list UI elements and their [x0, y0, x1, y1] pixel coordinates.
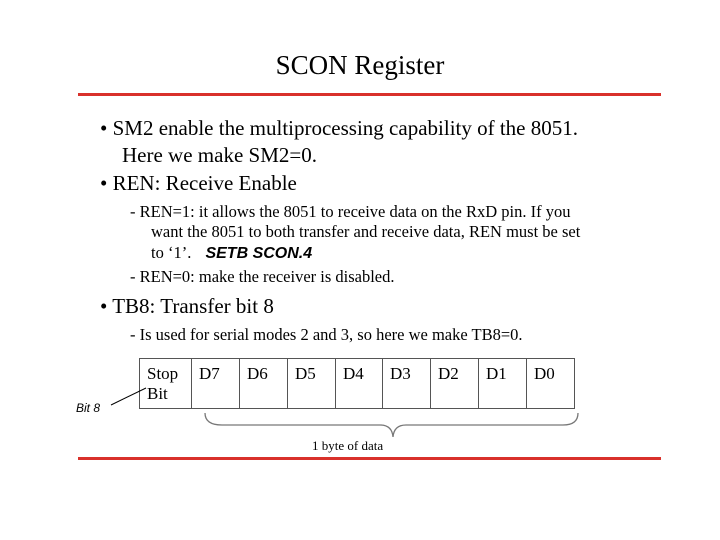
bottom-rule	[78, 457, 661, 460]
bullet-tb8: • TB8: Transfer bit 8	[100, 294, 274, 318]
ren1-line2: want the 8051 to both transfer and receive data, REN must be set	[151, 222, 581, 241]
bullet-ren: • REN: Receive Enable	[100, 171, 297, 195]
slide-title: SCON Register	[275, 50, 445, 80]
ren1-line3-text: to ‘1’.	[151, 243, 192, 262]
tb8-sub: - Is used for serial modes 2 and 3, so here we make TB8=0.	[130, 325, 523, 344]
register-cell-d2: D2	[431, 359, 479, 409]
ren0-line: - REN=0: make the receiver is disabled.	[130, 267, 395, 286]
bit8-pointer-line	[111, 388, 146, 405]
ren1-code: SETB SCON.4	[205, 245, 313, 262]
bit8-label: Bit 8	[76, 401, 101, 415]
register-cell-d1: D1	[479, 359, 527, 409]
byte-brace	[205, 413, 578, 437]
register-cell-d0: D0	[527, 359, 575, 409]
register-cell-d7: D7	[192, 359, 240, 409]
register-cell-d4: D4	[336, 359, 383, 409]
register-cell-d6: D6	[240, 359, 288, 409]
ren1-line1: - REN=1: it allows the 8051 to receive data on the RxD pin. If you	[130, 202, 571, 221]
register-cell-d5: D5	[288, 359, 336, 409]
bullet-sm2-line1: • SM2 enable the multiprocessing capability of the 8051.	[100, 116, 579, 140]
register-cell-stop-bit: Stop Bit	[140, 359, 192, 409]
bullet-sm2-line2: Here we make SM2=0.	[122, 143, 317, 167]
byte-of-data-label: 1 byte of data	[312, 438, 384, 453]
register-cell-d3: D3	[383, 359, 431, 409]
